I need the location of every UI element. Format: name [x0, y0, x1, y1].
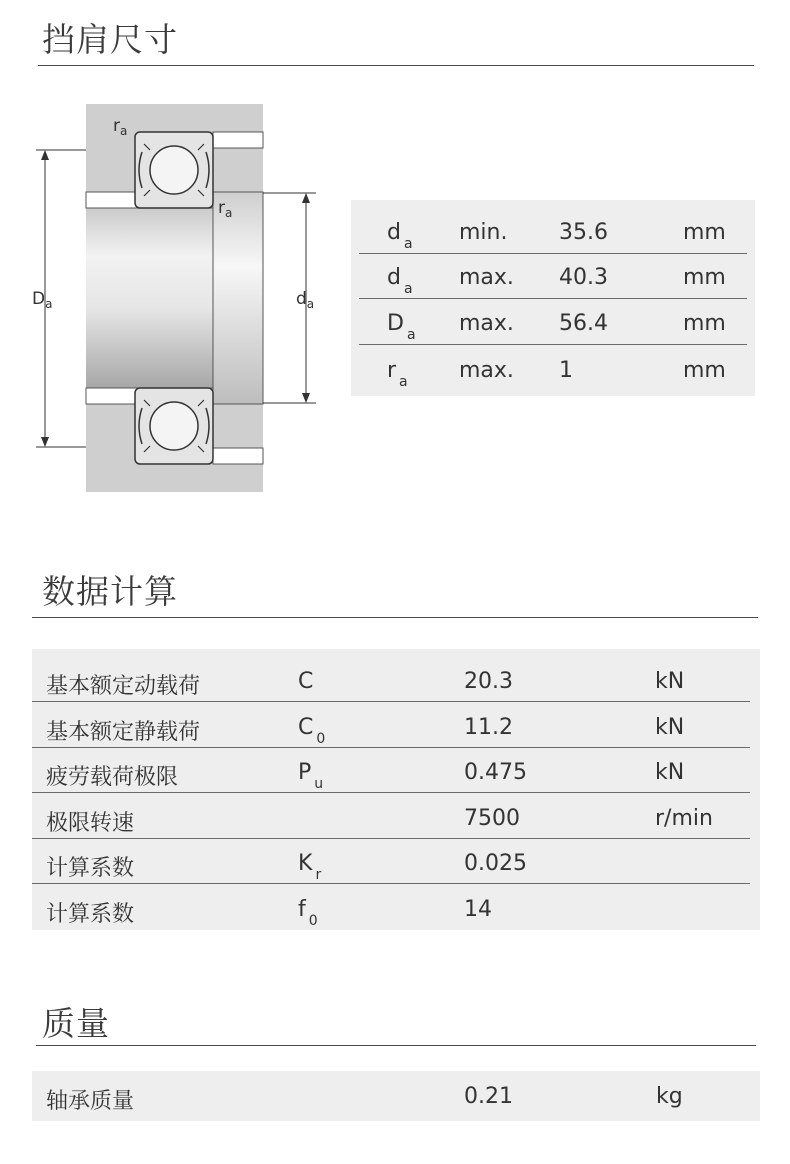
- dimension-symbol: d $_a$: [387, 220, 413, 252]
- dimension-value: 40.3: [559, 265, 608, 290]
- table-row: [32, 793, 750, 839]
- Da-arrow-up: [41, 150, 49, 160]
- parameter-name: 极限转速: [46, 811, 135, 836]
- dimension-value: 35.6: [559, 220, 608, 245]
- table-row: [359, 346, 747, 392]
- da-label: $d_a$: [296, 289, 315, 311]
- parameter-symbol: [298, 806, 301, 838]
- ra-inner-label: $r_a$: [218, 198, 233, 220]
- mass-value: 0.21: [464, 1084, 513, 1109]
- dimension-value: 1: [559, 358, 573, 383]
- section-title-mass: 质量: [42, 1004, 110, 1043]
- table-row: [359, 208, 747, 254]
- parameter-value: 0.025: [464, 851, 527, 876]
- parameter-value: 7500: [464, 806, 520, 831]
- mass-unit: kg: [656, 1084, 683, 1109]
- housing-top-right: [213, 132, 263, 148]
- dimension-limit: min.: [459, 220, 508, 245]
- parameter-value: 20.3: [464, 669, 513, 694]
- section-title-calculation: 数据计算: [42, 572, 178, 611]
- dimension-limit: max.: [459, 265, 514, 290]
- section-divider: [32, 617, 758, 618]
- section-divider: [36, 1045, 756, 1046]
- section-title-abutment: 挡肩尺寸: [42, 20, 178, 59]
- mass-name: 轴承质量: [46, 1089, 135, 1114]
- housing-bottom-right: [213, 448, 263, 464]
- table-row: [32, 838, 750, 884]
- parameter-unit: kN: [655, 715, 685, 740]
- table-row: [359, 299, 747, 345]
- dimension-symbol: d $_a$: [387, 265, 413, 297]
- dimension-limit: max.: [459, 358, 514, 383]
- parameter-unit: kN: [655, 760, 685, 785]
- parameter-unit: r/min: [655, 806, 713, 831]
- parameter-symbol: P $_u$: [298, 760, 324, 792]
- shaft-face: [213, 192, 263, 404]
- parameter-symbol: C $_0$: [298, 715, 326, 747]
- table-row: [32, 747, 750, 793]
- calculation-table: [32, 649, 760, 930]
- parameter-name: 疲劳载荷极限: [46, 765, 179, 790]
- parameter-unit: kN: [655, 669, 685, 694]
- dimension-limit: max.: [459, 311, 514, 336]
- table-row: [32, 884, 750, 930]
- dimension-value: 56.4: [559, 311, 608, 336]
- mass-row: [32, 1071, 760, 1121]
- bearing-abutment-diagram: [0, 90, 340, 510]
- dimension-symbol: r $_a$: [387, 358, 408, 390]
- dimension-symbol: D $_a$: [387, 311, 416, 343]
- parameter-value: 11.2: [464, 715, 513, 740]
- table-row: [32, 656, 750, 702]
- Da-arrow-down: [41, 437, 49, 447]
- parameter-name: 基本额定静载荷: [46, 720, 201, 745]
- parameter-symbol: K $_r$: [298, 851, 322, 883]
- dimension-unit: mm: [683, 265, 726, 290]
- abutment-dimension-table: [351, 200, 755, 396]
- dimension-unit: mm: [683, 311, 726, 336]
- dimension-unit: mm: [683, 220, 726, 245]
- bearing-section-top: [135, 132, 213, 208]
- ra-top-label: $r_a$: [113, 116, 128, 138]
- parameter-name: 计算系数: [46, 902, 135, 927]
- dimension-unit: mm: [683, 358, 726, 383]
- parameter-symbol: C: [298, 669, 314, 694]
- parameter-name: 基本额定动载荷: [46, 674, 201, 699]
- parameter-value: 14: [464, 897, 492, 922]
- da-arrow-up: [302, 193, 310, 203]
- da-arrow-down: [302, 393, 310, 403]
- table-row: [359, 253, 747, 299]
- parameter-symbol: f $_0$: [298, 897, 318, 929]
- parameter-name: 计算系数: [46, 856, 135, 881]
- table-row: [32, 702, 750, 748]
- bearing-section-bottom: [135, 388, 213, 464]
- parameter-value: 0.475: [464, 760, 527, 785]
- Da-label: $D_a$: [32, 289, 53, 311]
- section-divider: [38, 65, 754, 66]
